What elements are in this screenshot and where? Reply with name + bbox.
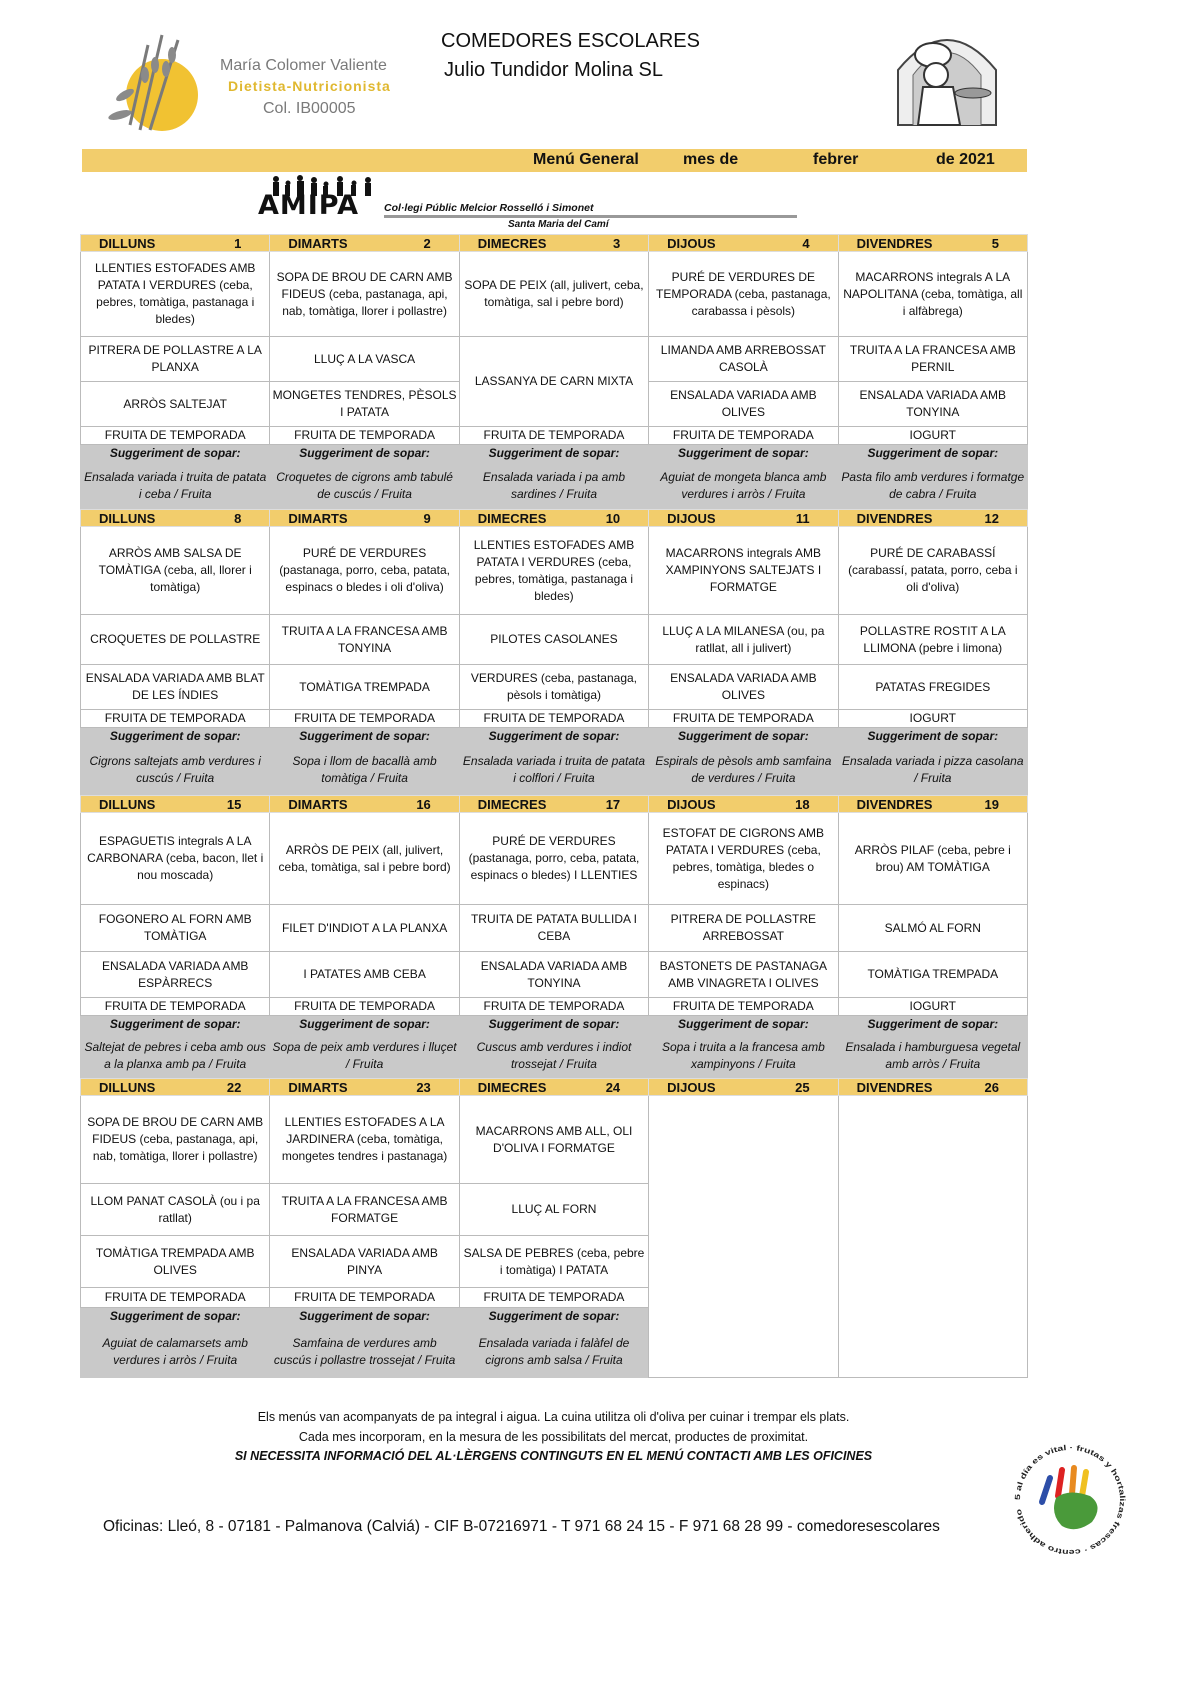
dish: FILET D'INDIOT A LA PLANXA	[270, 905, 459, 952]
dish: SOPA DE BROU DE CARN AMB FIDEUS (ceba, pastanaga, api, nab, tomàtiga, llorer i pollastre)	[270, 252, 459, 337]
divider	[384, 215, 797, 218]
day-name: DILLUNS	[99, 796, 156, 812]
chef-logo	[888, 25, 1006, 127]
day-number: 19	[984, 796, 999, 812]
dessert: IOGURT	[838, 710, 1027, 728]
dinner-suggestion: Ensalada variada i truita de patata i ceba / Fruita	[81, 463, 270, 509]
dish: SOPA DE PEIX (all, julivert, ceba, tomàtiga, sal i pebre bord)	[459, 252, 648, 337]
dinner-suggestion: Sopa i llom de bacallà amb tomàtiga / Fruita	[270, 746, 459, 795]
dish: ENSALADA VARIADA AMB OLIVES	[649, 665, 838, 710]
dish: TRUITA A LA FRANCESA AMB FORMATGE	[270, 1184, 459, 1236]
dish: TOMÀTIGA TREMPADA	[270, 665, 459, 710]
dish: CROQUETES DE POLLASTRE	[81, 615, 270, 665]
day-number: 2	[423, 235, 431, 251]
day-name: DIJOUS	[667, 796, 716, 812]
day-number: 18	[795, 796, 810, 812]
day-name: DIJOUS	[667, 1079, 716, 1095]
day-header	[270, 796, 459, 813]
dish: ENSALADA VARIADA AMB TONYINA	[838, 382, 1027, 427]
day-header	[838, 235, 1027, 252]
day-header	[81, 796, 270, 813]
day-number: 9	[423, 510, 431, 526]
dish: PITRERA DE POLLASTRE ARREBOSSAT	[649, 905, 838, 952]
day-name: DIMECRES	[477, 235, 547, 251]
day-number: 11	[795, 510, 810, 526]
dessert: FRUITA DE TEMPORADA	[649, 998, 838, 1016]
day-name: DILLUNS	[99, 1079, 156, 1095]
dinner-suggestion-label: Suggeriment de sopar:	[459, 728, 648, 746]
day-name: DIMECRES	[477, 796, 547, 812]
week-table	[80, 509, 1028, 795]
dinner-suggestion-label: Suggeriment de sopar:	[459, 1016, 648, 1034]
day-name: DIJOUS	[667, 510, 716, 526]
day-number: 3	[612, 235, 621, 251]
day-name: DIMARTS	[288, 510, 348, 526]
day-number: 24	[605, 1079, 621, 1095]
dish: LLENTIES ESTOFADES AMB PATATA I VERDURES (ceba, pebres, tomàtiga, pastanaga i bledes)	[81, 252, 270, 337]
dish: ESTOFAT DE CIGRONS AMB PATATA I VERDURES (ceba, pebres, tomàtiga, bledes o espinacs)	[649, 813, 838, 905]
dish: ENSALADA VARIADA AMB ESPÀRRECS	[81, 952, 270, 998]
day-number: 4	[802, 235, 810, 251]
menu-label: Menú General	[533, 151, 639, 168]
five-a-day-badge	[1010, 1440, 1130, 1560]
dessert: FRUITA DE TEMPORADA	[649, 710, 838, 728]
day-number: 12	[984, 510, 999, 526]
dish: MONGETES TENDRES, PÈSOLS I PATATA	[270, 382, 459, 427]
day-header	[81, 235, 270, 252]
menu-header-bar	[82, 149, 1027, 172]
day-name: DIMARTS	[288, 1079, 348, 1095]
month: febrer	[813, 151, 859, 168]
footer-allergens-note: SI NECESSITA INFORMACIÓ DEL AL·LÈRGENS CONTINGUTS EN EL MENÚ CONTACTI AMB LES OFICINES	[234, 1449, 873, 1463]
year: de 2021	[936, 151, 995, 168]
dinner-suggestion: Ensalada variada i falàfel de cigrons amb salsa / Fruita	[459, 1326, 648, 1378]
empty-day	[838, 1096, 1027, 1378]
dinner-suggestion: Cigrons saltejats amb verdures i cuscús / Fruita	[81, 746, 270, 795]
dish: MACARRONS AMB ALL, OLI D'OLIVA I FORMATGE	[459, 1096, 648, 1184]
day-number: 26	[984, 1079, 999, 1095]
dinner-suggestion-label: Suggeriment de sopar:	[649, 445, 838, 463]
day-header	[459, 1079, 648, 1096]
dinner-suggestion: Ensalada i hamburguesa vegetal amb arròs / Fruita	[838, 1034, 1027, 1078]
day-name: DILLUNS	[99, 235, 156, 251]
dish: SALMÓ AL FORN	[838, 905, 1027, 952]
dessert: FRUITA DE TEMPORADA	[459, 998, 648, 1016]
dinner-suggestion-label: Suggeriment de sopar:	[838, 1016, 1027, 1034]
dish: ENSALADA VARIADA AMB PINYA	[270, 1236, 459, 1288]
dinner-suggestion: Aguiat de calamarsets amb verdures i arròs / Fruita	[81, 1326, 270, 1378]
dinner-suggestion: Cuscus amb verdures i indiot trossejat / Fruita	[459, 1034, 648, 1078]
dessert: FRUITA DE TEMPORADA	[649, 427, 838, 445]
menu-table	[80, 234, 1028, 1378]
dish: VERDURES (ceba, pastanaga, pèsols i tomàtiga)	[459, 665, 648, 710]
dinner-suggestion: Croquetes de cigrons amb tabulé de cuscús / Fruita	[270, 463, 459, 509]
dish: TRUITA A LA FRANCESA AMB PERNIL	[838, 337, 1027, 382]
dessert: FRUITA DE TEMPORADA	[459, 427, 648, 445]
dish: LLUÇ A LA MILANESA (ou, pa ratllat, all i julivert)	[649, 615, 838, 665]
dessert: FRUITA DE TEMPORADA	[459, 710, 648, 728]
day-number: 22	[226, 1079, 242, 1095]
company-name: Julio Tundidor Molina SL	[444, 59, 664, 81]
dish: TRUITA DE PATATA BULLIDA I CEBA	[459, 905, 648, 952]
dinner-suggestion-label: Suggeriment de sopar:	[649, 728, 838, 746]
day-name: DIMARTS	[288, 796, 348, 812]
day-header	[838, 796, 1027, 813]
day-name: DIVENDRES	[856, 510, 933, 526]
dish: ESPAGUETIS integrals A LA CARBONARA (ceba, bacon, llet i nou moscada)	[81, 813, 270, 905]
day-header	[270, 235, 459, 252]
dish: TOMÀTIGA TREMPADA	[838, 952, 1027, 998]
dish: PITRERA DE POLLASTRE A LA PLANXA	[81, 337, 270, 382]
dish: ARRÒS SALTEJAT	[81, 382, 270, 427]
dish: LLUÇ AL FORN	[459, 1184, 648, 1236]
day-name: DIVENDRES	[856, 796, 933, 812]
dinner-suggestion-label: Suggeriment de sopar:	[81, 445, 270, 463]
day-number: 5	[991, 235, 999, 251]
dinner-suggestion: Saltejat de pebres i ceba amb ous a la planxa amb pa / Fruita	[81, 1034, 270, 1078]
day-header	[81, 510, 270, 527]
dinner-suggestion-label: Suggeriment de sopar:	[649, 1016, 838, 1034]
footer-note-bread: Els menús van acompanyats de pa integral i aigua. La cuina utilitza oli d'oliva per cuinar i trempar els plats.	[257, 1410, 850, 1424]
school-name: Col·legi Públic Melcior Rosselló i Simonet	[384, 202, 594, 214]
dish: LLENTIES ESTOFADES A LA JARDINERA (ceba, tomàtiga, mongetes tendres i pastanaga)	[270, 1096, 459, 1184]
nutritionist-title: Dietista-Nutricionista	[228, 78, 391, 94]
dish: PURÉ DE VERDURES (pastanaga, porro, ceba, patata, espinacs o bledes) I LLENTIES	[459, 813, 648, 905]
dish: PURÉ DE VERDURES DE TEMPORADA (ceba, pastanaga, carabassa i pèsols)	[649, 252, 838, 337]
dinner-suggestion: Aguiat de mongeta blanca amb verdures i arròs / Fruita	[649, 463, 838, 509]
dinner-suggestion: Ensalada variada i truita de patata i colflori / Fruita	[459, 746, 648, 795]
dish: POLLASTRE ROSTIT A LA LLIMONA (pebre i limona)	[838, 615, 1027, 665]
dish: LIMANDA AMB ARREBOSSAT CASOLÀ	[649, 337, 838, 382]
week-table	[80, 234, 1028, 509]
dish: SALSA DE PEBRES (ceba, pebre i tomàtiga) I PATATA	[459, 1236, 648, 1288]
dish: I PATATES AMB CEBA	[270, 952, 459, 998]
dish: LLENTIES ESTOFADES AMB PATATA I VERDURES (ceba, pebres, tomàtiga, pastanaga i bledes)	[459, 527, 648, 615]
dinner-suggestion-label: Suggeriment de sopar:	[270, 728, 459, 746]
day-name: DIMECRES	[477, 510, 547, 526]
day-header	[270, 510, 459, 527]
dish: TRUITA A LA FRANCESA AMB TONYINA	[270, 615, 459, 665]
dish: ARRÒS DE PEIX (all, julivert, ceba, tomàtiga, sal i pebre bord)	[270, 813, 459, 905]
day-header	[649, 235, 838, 252]
dish: PURÉ DE CARABASSÍ (carabassí, patata, porro, ceba i oli d'oliva)	[838, 527, 1027, 615]
dessert: FRUITA DE TEMPORADA	[459, 1288, 648, 1308]
office-contact: Oficinas: Lleó, 8 - 07181 - Palmanova (Calviá) - CIF B-07216971 - T 971 68 24 15 - F 971 68 28 99 - comedoresescolares	[103, 1518, 940, 1535]
empty-day	[649, 1096, 838, 1378]
day-header	[649, 796, 838, 813]
dessert: FRUITA DE TEMPORADA	[81, 710, 270, 728]
day-header	[649, 1079, 838, 1096]
dish: MACARRONS integrals AMB XAMPINYONS SALTEJATS I FORMATGE	[649, 527, 838, 615]
footer-note-local: Cada mes incorporam, en la mesura de les possibilitats del mercat, productes de proximitat.	[298, 1430, 809, 1444]
dinner-suggestion: Pasta filo amb verdures i formatge de cabra / Fruita	[838, 463, 1027, 509]
dessert: IOGURT	[838, 998, 1027, 1016]
day-name: DIMARTS	[288, 235, 348, 251]
nutritionist-registration: Col. IB00005	[263, 100, 356, 117]
nutritionist-name: María Colomer Valiente	[220, 57, 387, 74]
dessert: FRUITA DE TEMPORADA	[81, 1288, 270, 1308]
day-number: 10	[605, 510, 621, 526]
dish: LASSANYA DE CARN MIXTA	[459, 337, 648, 427]
dinner-suggestion-label: Suggeriment de sopar:	[459, 1308, 648, 1326]
dinner-suggestion-label: Suggeriment de sopar:	[838, 445, 1027, 463]
dish: TOMÀTIGA TREMPADA AMB OLIVES	[81, 1236, 270, 1288]
day-header	[459, 510, 648, 527]
day-header	[270, 1079, 459, 1096]
dinner-suggestion-label: Suggeriment de sopar:	[81, 728, 270, 746]
day-name: DIVENDRES	[856, 235, 933, 251]
amipa-logo-text: AMIPA	[258, 190, 360, 221]
day-header	[459, 235, 648, 252]
dish: PURÉ DE VERDURES (pastanaga, porro, ceba, patata, espinacs o bledes i oli d'oliva)	[270, 527, 459, 615]
dish: PATATAS FREGIDES	[838, 665, 1027, 710]
day-number: 23	[416, 1079, 431, 1095]
dish: SOPA DE BROU DE CARN AMB FIDEUS (ceba, pastanaga, api, nab, tomàtiga, llorer i pollastre)	[81, 1096, 270, 1184]
dessert: IOGURT	[838, 427, 1027, 445]
day-header	[459, 796, 648, 813]
day-number: 15	[226, 796, 242, 812]
dish: FOGONERO AL FORN AMB TOMÀTIGA	[81, 905, 270, 952]
day-header	[649, 510, 838, 527]
dish: ENSALADA VARIADA AMB TONYINA	[459, 952, 648, 998]
dish: ARRÒS PILAF (ceba, pebre i brou) AM TOMÀTIGA	[838, 813, 1027, 905]
dinner-suggestion-label: Suggeriment de sopar:	[459, 445, 648, 463]
dessert: FRUITA DE TEMPORADA	[81, 998, 270, 1016]
day-name: DIMECRES	[477, 1079, 547, 1095]
dinner-suggestion: Samfaina de verdures amb cuscús i pollastre trossejat / Fruita	[270, 1326, 459, 1378]
dessert: FRUITA DE TEMPORADA	[270, 998, 459, 1016]
page-title: COMEDORES ESCOLARES	[441, 30, 700, 52]
dish: ENSALADA VARIADA AMB OLIVES	[649, 382, 838, 427]
day-number: 8	[234, 510, 242, 526]
nutritionist-logo	[100, 25, 205, 135]
dish: LLOM PANAT CASOLÀ (ou i pa ratllat)	[81, 1184, 270, 1236]
day-number: 1	[234, 235, 242, 251]
day-header	[81, 1079, 270, 1096]
dinner-suggestion: Espirals de pèsols amb samfaina de verdures / Fruita	[649, 746, 838, 795]
dish: ARRÒS AMB SALSA DE TOMÀTIGA (ceba, all, llorer i tomàtiga)	[81, 527, 270, 615]
dessert: FRUITA DE TEMPORADA	[270, 710, 459, 728]
dessert: FRUITA DE TEMPORADA	[81, 427, 270, 445]
dinner-suggestion-label: Suggeriment de sopar:	[270, 1016, 459, 1034]
dish: LLUÇ A LA VASCA	[270, 337, 459, 382]
day-header	[838, 1079, 1027, 1096]
dessert: FRUITA DE TEMPORADA	[270, 427, 459, 445]
dish: BASTONETS DE PASTANAGA AMB VINAGRETA I OLIVES	[649, 952, 838, 998]
dish: ENSALADA VARIADA AMB BLAT DE LES ÍNDIES	[81, 665, 270, 710]
dish: PILOTES CASOLANES	[459, 615, 648, 665]
school-town: Santa Maria del Camí	[508, 219, 609, 230]
dinner-suggestion-label: Suggeriment de sopar:	[270, 445, 459, 463]
dinner-suggestion: Sopa de peix amb verdures i lluçet / Fruita	[270, 1034, 459, 1078]
day-number: 17	[605, 796, 621, 812]
dessert: FRUITA DE TEMPORADA	[270, 1288, 459, 1308]
month-prefix: mes de	[683, 151, 739, 168]
dish: MACARRONS integrals A LA NAPOLITANA (ceba, tomàtiga, all i alfàbrega)	[838, 252, 1027, 337]
dinner-suggestion-label: Suggeriment de sopar:	[270, 1308, 459, 1326]
day-number: 25	[795, 1079, 810, 1095]
day-name: DIJOUS	[667, 235, 716, 251]
day-name: DILLUNS	[99, 510, 156, 526]
dinner-suggestion-label: Suggeriment de sopar:	[81, 1016, 270, 1034]
dinner-suggestion: Ensalada variada i pizza casolana / Fruita	[838, 746, 1027, 795]
week-table	[80, 1078, 1028, 1378]
badge-text: 5 al día es vital · frutas y hortalizas frescas · centro adherido	[1012, 1442, 1128, 1558]
day-name: DIVENDRES	[856, 1079, 933, 1095]
week-table	[80, 795, 1028, 1078]
day-header	[838, 510, 1027, 527]
dinner-suggestion-label: Suggeriment de sopar:	[838, 728, 1027, 746]
dinner-suggestion: Sopa i truita a la francesa amb xampinyons / Fruita	[649, 1034, 838, 1078]
dinner-suggestion-label: Suggeriment de sopar:	[81, 1308, 270, 1326]
day-number: 16	[416, 796, 431, 812]
dinner-suggestion: Ensalada variada i pa amb sardines / Fruita	[459, 463, 648, 509]
